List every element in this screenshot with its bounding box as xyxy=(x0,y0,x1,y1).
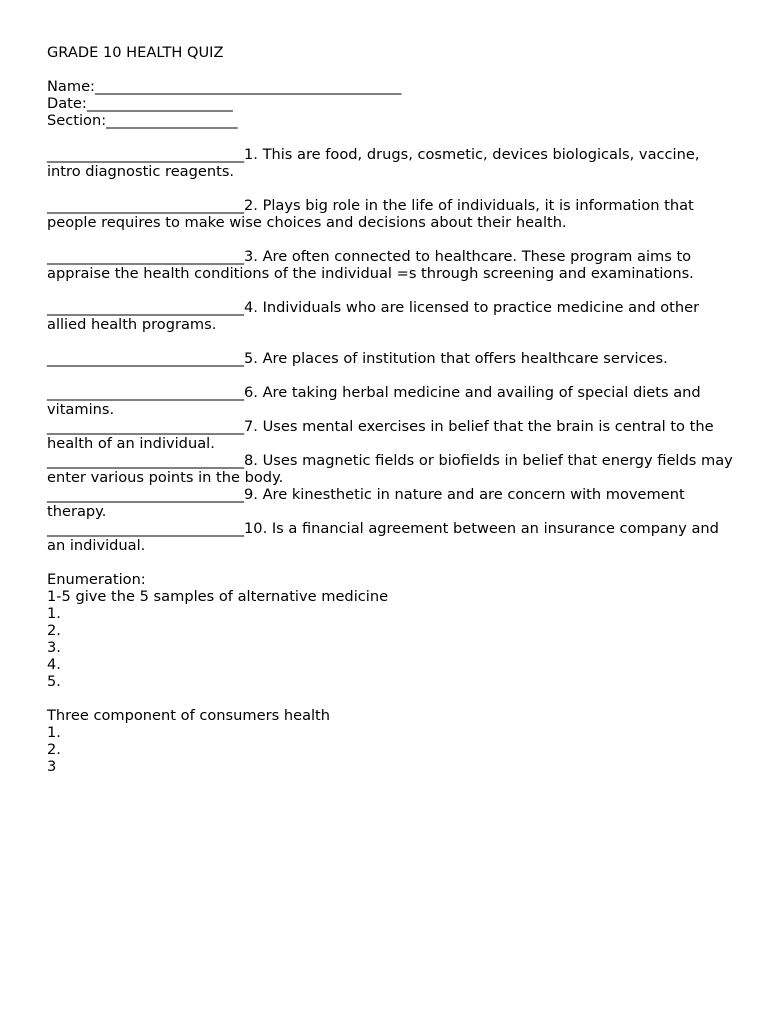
enumeration-item-3[interactable]: 3. xyxy=(47,639,61,656)
enumeration-heading: Enumeration: xyxy=(47,571,146,588)
name-label: Name: xyxy=(47,78,95,95)
name-field[interactable] xyxy=(47,78,737,95)
date-blank[interactable]: ____________________ xyxy=(86,95,233,112)
answer-blank-7[interactable]: ___________________________ xyxy=(47,418,245,435)
question-1 xyxy=(47,146,737,180)
answer-blank-4[interactable]: ___________________________ xyxy=(47,299,245,316)
question-1-text: 1. This are food, drugs, cosmetic, devices biologicals, vaccine, intro diagnostic reagents. xyxy=(47,146,705,180)
components-item-1[interactable]: 1. xyxy=(47,724,61,741)
question-6-text: 6. Are taking herbal medicine and availing of special diets and vitamins. xyxy=(47,384,706,418)
enumeration-instruction: 1-5 give the 5 samples of alternative medicine xyxy=(47,588,389,605)
components-item-3[interactable]: 3 xyxy=(47,758,57,775)
date-field[interactable] xyxy=(47,95,737,112)
enumeration-item-1[interactable]: 1. xyxy=(47,605,61,622)
question-4 xyxy=(47,299,737,333)
question-3-text: 3. Are often connected to healthcare. These program aims to appraise the health conditions of the individual =s through screening and examinations. xyxy=(47,248,696,282)
quiz-title: GRADE 10 HEALTH QUIZ xyxy=(47,44,224,61)
question-9-text: 9. Are kinesthetic in nature and are concern with movement therapy. xyxy=(47,486,690,520)
question-6 xyxy=(47,384,737,418)
question-10 xyxy=(47,520,737,554)
question-8 xyxy=(47,452,737,486)
answer-blank-1[interactable]: ___________________________ xyxy=(47,146,245,163)
section-label: Section: xyxy=(47,112,107,129)
answer-blank-8[interactable]: ___________________________ xyxy=(47,452,245,469)
quiz-document xyxy=(47,44,737,775)
enumeration-item-2[interactable]: 2. xyxy=(47,622,61,639)
question-3 xyxy=(47,248,737,282)
question-7 xyxy=(47,418,737,452)
question-4-text: 4. Individuals who are licensed to practice medicine and other allied health programs. xyxy=(47,299,704,333)
answer-blank-2[interactable]: ___________________________ xyxy=(47,197,245,214)
enumeration-item-4[interactable]: 4. xyxy=(47,656,61,673)
answer-blank-3[interactable]: ___________________________ xyxy=(47,248,245,265)
answer-blank-5[interactable]: ___________________________ xyxy=(47,350,245,367)
components-heading: Three component of consumers health xyxy=(47,707,331,724)
name-blank[interactable]: __________________________________________ xyxy=(94,78,402,95)
question-5-text: 5. Are places of institution that offers healthcare services. xyxy=(244,350,668,367)
components-item-2[interactable]: 2. xyxy=(47,741,61,758)
components-section xyxy=(47,707,737,775)
section-blank[interactable]: __________________ xyxy=(106,112,238,129)
question-9 xyxy=(47,486,737,520)
question-5 xyxy=(47,350,737,367)
student-info-fields xyxy=(47,78,737,129)
enumeration-section xyxy=(47,571,737,690)
date-label: Date: xyxy=(47,95,87,112)
question-2-text: 2. Plays big role in the life of individuals, it is information that people requires to make wise choices and decisions about their health. xyxy=(47,197,699,231)
question-10-text: 10. Is a financial agreement between an insurance company and an individual. xyxy=(47,520,724,554)
answer-blank-6[interactable]: ___________________________ xyxy=(47,384,245,401)
section-field[interactable] xyxy=(47,112,737,129)
answer-blank-9[interactable]: ___________________________ xyxy=(47,486,245,503)
question-2 xyxy=(47,197,737,231)
answer-blank-10[interactable]: ___________________________ xyxy=(47,520,245,537)
enumeration-item-5[interactable]: 5. xyxy=(47,673,61,690)
question-7-text: 7. Uses mental exercises in belief that the brain is central to the health of an individual. xyxy=(47,418,719,452)
question-8-text: 8. Uses magnetic fields or biofields in belief that energy fields may enter various points in the body. xyxy=(47,452,738,486)
